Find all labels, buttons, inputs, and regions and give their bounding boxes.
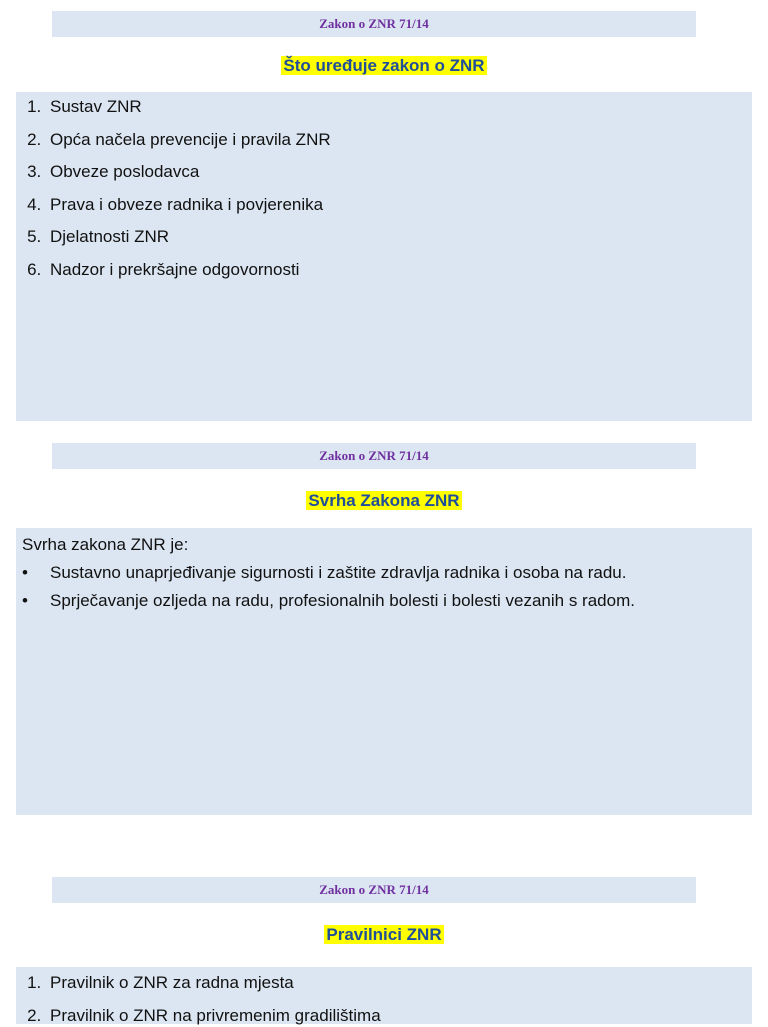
list-item: 5. Djelatnosti ZNR xyxy=(46,226,752,248)
list-item: 4. Prava i obveze radnika i povjerenika xyxy=(46,194,752,216)
slide-3-list xyxy=(16,972,752,1027)
slide-2-header: Zakon o ZNR 71/14 xyxy=(52,443,696,469)
slide-1-content-panel xyxy=(16,92,752,421)
list-item: 3. Obveze poslodavca xyxy=(46,161,752,183)
slide-2-intro: Svrha zakona ZNR je: xyxy=(22,535,189,554)
slide-2-content-panel xyxy=(16,528,752,815)
slide-1-header: Zakon o ZNR 71/14 xyxy=(52,11,696,37)
slide-3-title xyxy=(0,925,768,945)
slide-3-title-text: Pravilnici ZNR xyxy=(326,925,442,944)
slide-2-title-text: Svrha Zakona ZNR xyxy=(308,491,460,510)
list-item: 1. Sustav ZNR xyxy=(46,96,752,118)
list-item: 6. Nadzor i prekršajne odgovornosti xyxy=(46,259,752,281)
bullet-item: • Sustavno unaprjeđivanje sigurnosti i zaštite zdravlja radnika i osoba na radu. xyxy=(50,562,752,584)
slide-3-content-panel xyxy=(16,967,752,1024)
slide-1-title xyxy=(0,56,768,76)
list-item: 1. Pravilnik o ZNR za radna mjesta xyxy=(46,972,752,994)
slide-1-title-text: Što uređuje zakon o ZNR xyxy=(283,56,485,75)
list-item: 2. Pravilnik o ZNR na privremenim gradilištima xyxy=(46,1005,752,1027)
slide-2-title xyxy=(0,491,768,511)
bullet-item: • Sprječavanje ozljeda na radu, profesionalnih bolesti i bolesti vezanih s radom. xyxy=(50,590,752,612)
slide-3-header: Zakon o ZNR 71/14 xyxy=(52,877,696,903)
list-item: 2. Opća načela prevencije i pravila ZNR xyxy=(46,129,752,151)
slide-2-bullet-list xyxy=(16,562,752,612)
slide-1-list xyxy=(16,96,752,281)
